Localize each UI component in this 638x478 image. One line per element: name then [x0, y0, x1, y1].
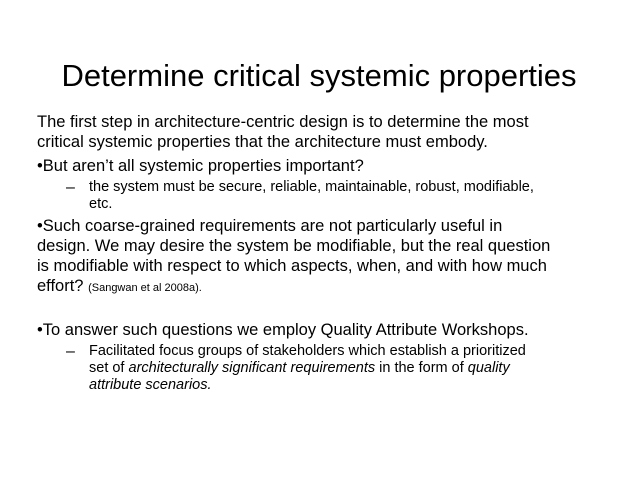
subitem-text: in the form of: [375, 360, 468, 376]
bullet-1-subitem: [37, 179, 603, 213]
emphasis-requirements: architecturally significant requirements: [128, 360, 376, 376]
bullet-2: [37, 216, 603, 298]
slide-body: [37, 112, 603, 394]
subitem-text: set of: [89, 360, 129, 376]
citation: (Sangwan et al 2008a).: [88, 282, 202, 294]
bullet-2-effort: effort?: [37, 277, 84, 295]
subitem-line-1: Facilitated focus groups of stakeholders which establish a prioritized: [89, 343, 526, 359]
intro-line-1: The first step in architecture-centric design is to determine the most: [37, 113, 529, 131]
bullet-3: •To answer such questions we employ Quality Attribute Workshops.: [37, 321, 529, 339]
bullet-2-line-3: is modifiable with respect to which aspects, when, and with how much: [37, 257, 547, 275]
bullet-2-line-1: •Such coarse-grained requirements are not particularly useful in: [37, 217, 503, 235]
intro-line-2: critical systemic properties that the architecture must embody.: [37, 133, 488, 151]
emphasis-scenarios: attribute scenarios.: [89, 377, 212, 393]
dash-marker: –: [66, 343, 75, 360]
subitem-line-1: the system must be secure, reliable, maintainable, robust, modifiable,: [89, 179, 534, 195]
subitem-line-2: [89, 360, 603, 377]
bullet-2-line-2: design. We may desire the system be modifiable, but the real question: [37, 237, 551, 255]
bullet-1: •But aren’t all systemic properties important?: [37, 157, 364, 175]
slide-title: Determine critical systemic properties: [61, 58, 577, 93]
bullet-2-line-4: [37, 276, 603, 298]
bullet-3-subitem: [37, 343, 603, 394]
subitem-line-3: [89, 377, 603, 394]
subitem-line-2: etc.: [89, 196, 113, 212]
dash-marker: –: [66, 179, 75, 196]
emphasis-quality: quality: [467, 360, 510, 376]
